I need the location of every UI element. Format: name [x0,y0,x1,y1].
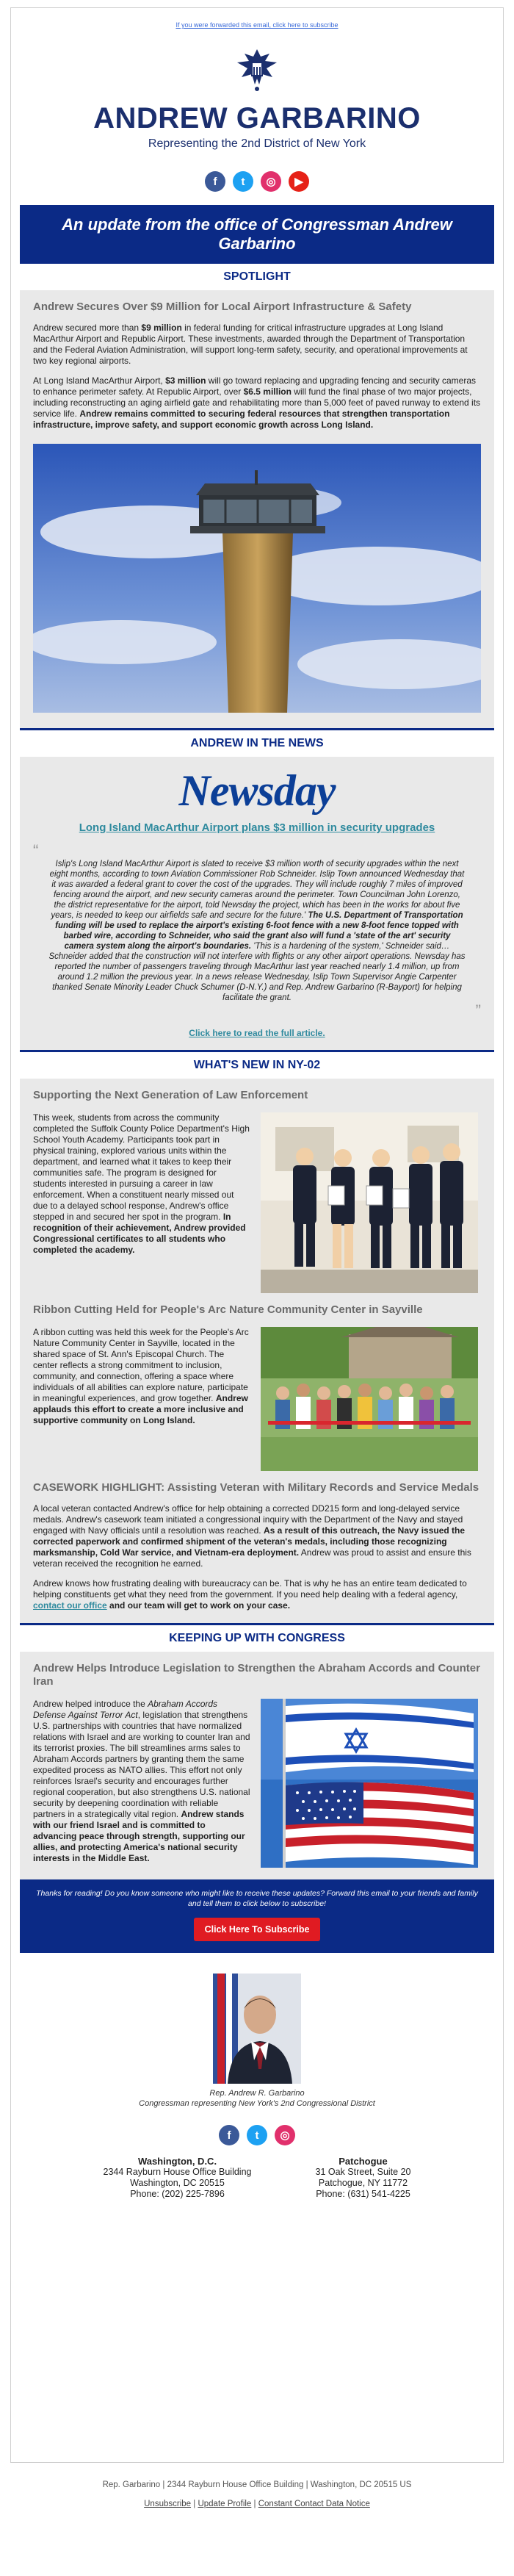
casework-paragraph-2: Andrew knows how frustrating dealing with bureaucracy can be. That is why he has an entire team dedicated to helping constituents get what they need from the government. If you need help dealing with a federal agency, contact our office and our team will get to work on your case. [33,1578,467,1611]
twitter-icon[interactable]: t [247,2125,267,2145]
ribbon-cutting-photo [261,1327,478,1471]
close-quote-icon: ” [475,1001,481,1020]
youtube-icon[interactable]: ▶ [289,171,309,192]
contact-office-link[interactable]: contact our office [33,1600,107,1611]
office-washington: Washington, D.C. 2344 Rayburn House Office Building Washington, DC 20515 Phone: (202) 225-7896 [103,2156,252,2199]
facebook-icon[interactable]: f [219,2125,239,2145]
news-quote: Islip's Long Island MacArthur Airport is slated to receive $3 million worth of security upgrades within the next eight months, according to town Aviation Commissioner Rob Schneider. Islip Town announced Wednesday that it was awarded a federal grant to cover the cost of the upgrades. They will include roughly 7 miles of improved fencing around the airport, and new security cameras around the perimeter. Town Councilman John Lorenzo, the district representative for the airport, told Newsday the project, which has been in the works for about five years, is needed to keep our airfields safe and secure for the future.' The U.S. Department of Transportation funding will be used to replace the airport's existing 6-foot fence with a new 8-foot fence topped with barbed wire, according to Schneider, who said the grant also will fund a 'state of the art' security camera system along the airport's boundaries. 'This is a hardening of the system,' Schneider said…Schneider added that the construction will not interfere with flights or any other airport operations. Newsday has reported the number of passengers traveling through MacArthur last year reached nearly 1.4 million, up from around 1.2 million the previous year. In a news release Wednesday, Islip Town Supervisor Angie Carpenter thanked Senate Minority Leader Chuck Schumer (D-N.Y.) and Rep. Andrew Garbarino (R-Bayport) for helping facilitate the grant. [48,860,466,1002]
instagram-icon[interactable]: ◎ [261,171,281,192]
subscribe-button[interactable]: Click Here To Subscribe [194,1918,321,1941]
update-profile-link[interactable]: Update Profile [198,2500,252,2508]
header-subtitle: Representing the 2nd District of New York [148,137,366,150]
facebook-icon[interactable]: f [205,171,225,192]
social-links [20,171,494,192]
spotlight-title: Andrew Secures Over $9 Million for Local Airport Infrastructure & Safety [33,301,412,313]
footer-address: Rep. Garbarino | 2344 Rayburn House Office Building | Washington, DC 20515 US [102,2480,412,2489]
abraham-accords-text: Andrew helped introduce the Abraham Accords Defense Against Terror Act, legislation that strengthens U.S. partnerships with countries that have normalized relations with Israel and are working to counter Iran and its terrorist proxies. The bill streamlines arms sales to Abraham Accords partners by granting them the same expedited process as NATO allies. This effort not only reinforces Israel's security and encourages further regional cooperation, but also strengthens U.S. national security by deepening coordination with reliable partners in a strategically vital region. Andrew stands with our friend Israel and is committed to advancing peace through strength, supporting our allies, and protecting America's national security interests in the Middle East. [33,1699,250,1863]
casework-title: CASEWORK HIGHLIGHT: Assisting Veteran with Military Records and Service Medals [33,1481,479,1494]
youth-academy-photo [261,1112,478,1293]
signature-title: Congressman representing New York's 2nd Congressional District [139,2099,375,2108]
instagram-icon[interactable]: ◎ [275,2125,295,2145]
subscribe-message: Thanks for reading! Do you know someone who might like to receive these updates? Forward this email to your friends and family and tell them to click below to subscribe! [36,1889,478,1908]
unsubscribe-link[interactable]: Unsubscribe [144,2500,192,2508]
us-israel-flags-photo [261,1699,478,1868]
twitter-icon[interactable]: t [233,171,253,192]
email-container [10,7,504,2463]
law-enforcement-title: Supporting the Next Generation of Law Enforcement [33,1089,308,1101]
data-notice-link[interactable]: Constant Contact Data Notice [258,2500,370,2508]
eagle-seal-icon [231,46,283,93]
office-addresses [20,2156,494,2200]
news-section [20,757,494,1050]
read-full-article-link[interactable]: Click here to read the full article. [189,1028,325,1038]
signature [20,2088,494,2109]
ribbon-cutting-text: A ribbon cutting was held this week for the People's Arc Nature Community Center in Sayville, located in the shared space of St. Ann's Episcopal Church. The center reflects a strong commitment to inclusion, community, and connection, offering a space where individuals of all abilities can explore nature, participate in meaningful experiences, and grow together. Andrew applauds this effort to create a more inclusive and supportive community on Long Island. [33,1327,249,1425]
spotlight-paragraph-2: At Long Island MacArthur Airport, $3 million will go toward replacing and upgrading fencing and security cameras to enhance perimeter safety. At Republic Airport, over $6.5 million will fund the final phase of two major projects, including reconstructing an aging airfield gate and rehabilitating more than 5,000 feet of paved runway to extend its service life. Andrew remains committed to securing federal resources that strengthen transportation infrastructure, improve safety, and support economic growth across Long Island. [33,375,481,430]
congressman-portrait [213,1974,301,2084]
forward-notice [20,8,494,29]
news-headline-link[interactable]: Long Island MacArthur Airport plans $3 million in security upgrades [79,821,435,834]
newsday-logo: Newsday [178,766,336,815]
spotlight-heading: SPOTLIGHT [20,264,494,290]
header-name: ANDREW GARBARINO [93,102,421,134]
subscribe-section [20,1879,494,1953]
congress-section [20,1652,494,1879]
abraham-accords-title: Andrew Helps Introduce Legislation to Strengthen the Abraham Accords and Counter Iran [33,1662,480,1688]
whats-new-heading: WHAT'S NEW IN NY-02 [20,1050,494,1079]
footer [0,2480,514,2508]
spotlight-paragraph-1: Andrew secured more than $9 million in federal funding for critical infrastructure upgrades at Long Island MacArthur Airport and Republic Airport. These investments, awarded through the Department of Transportation and the Federal Aviation Administration, will support long-term safety, security, and operational improvements at two key regional airports. [33,323,468,366]
whats-new-section [20,1079,494,1623]
law-enforcement-text: This week, students from across the community completed the Suffolk County Police Department's High School Youth Academy. Participants took part in physical training, explored various units within the department, and learned what it takes to keep their communities safe. The program is designed for students interested in pursuing a career in law enforcement. When a constituent nearly missed out due to a delayed school response, Andrew's office stepped in and secured her spot in the program. In recognition of their achievement, Andrew provided Congressional certificates to all students who completed the academy. [33,1112,250,1255]
control-tower-photo [33,444,481,713]
congress-heading: KEEPING UP WITH CONGRESS [20,1623,494,1652]
news-heading: ANDREW IN THE NEWS [20,728,494,757]
ribbon-cutting-title: Ribbon Cutting Held for People's Arc Nature Community Center in Sayville [33,1303,423,1316]
update-banner: An update from the office of Congressman Andrew Garbarino [20,205,494,264]
social-links-bottom [20,2125,494,2145]
casework-paragraph-1: A local veteran contacted Andrew's office for help obtaining a corrected DD215 form and long-delayed service medals. Andrew's casework team initiated a congressional inquiry with the Department of the Navy and stayed engaged with Navy officials until a resolution was reached. As a result of this outreach, the Navy issued the corrected paperwork and confirmed shipment of the veteran's medals, including those recognizing marksmanship, Cold War service, and Vietnam-era deployment. Andrew was proud to assist and ensure this veteran received the recognition he earned. [33,1503,471,1569]
footer-links: Unsubscribe | Update Profile | Constant Contact Data Notice [144,2500,370,2508]
forward-subscribe-link[interactable]: If you were forwarded this email, click here to subscribe [175,21,339,29]
signature-name: Rep. Andrew R. Garbarino [209,2089,305,2098]
office-patchogue: Patchogue 31 Oak Street, Suite 20 Patchogue, NY 11772 Phone: (631) 541-4225 [315,2156,411,2199]
spotlight-section [20,290,494,728]
open-quote-icon: “ [33,841,39,860]
